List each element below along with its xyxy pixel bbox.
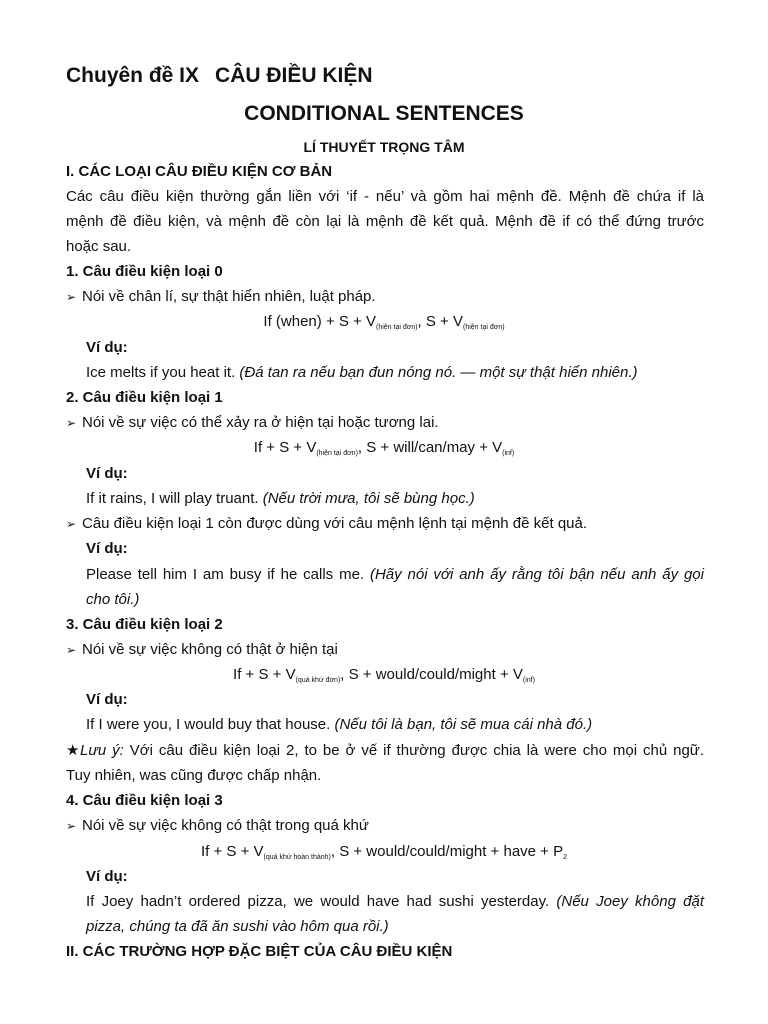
type0-example: Ice melts if you heat it. (Đá tan ra nếu bạn đun nóng nó. — một sự thật hiển nhiên.) (86, 364, 638, 381)
type3-example-line1: If Joey hadn’t ordered pizza, we would have had sushi yesterday. (Nếu Joey không đặt (86, 893, 705, 910)
type2-example-label: Ví dụ: (86, 691, 128, 708)
type1-heading: 2. Câu điều kiện loại 1 (66, 389, 223, 406)
type1-formula: $If + S + V_{(hiện tại đơn)}$, S + will/can/may + $V_{(inf)}$ (253, 439, 515, 457)
type2-example: If I were you, I would buy that house. (Nếu tôi là bạn, tôi sẽ mua cái nhà đó.) (86, 716, 593, 733)
type3-example-label: Ví dụ: (86, 868, 128, 885)
type0-heading: 1. Câu điều kiện loại 0 (66, 263, 223, 280)
chapter-title (66, 62, 704, 90)
section-label: LÍ THUYẾT TRỌNG TÂM (303, 139, 465, 155)
type0-formula: If (when) + $S + V_{(hiện tại đơn)}$, $S + V_{(hiện tại đơn)}$ (263, 313, 505, 331)
intro-line-2: mệnh đề điều kiện, và mệnh đề còn lại là mệnh đề kết quả. Mệnh đề if có thể đứng trước (66, 213, 704, 230)
type2-formula: $If + S + V_{(quá khứ đơn)}$, S + would/could/might + $V_{(inf)}$ (233, 666, 535, 684)
type3-example-line2: pizza, chúng ta đã ăn sushi vào hôm qua rồi.) (86, 918, 389, 935)
chapter-topic: CÂU ĐIỀU KIỆN (215, 64, 373, 87)
subtitle: CONDITIONAL SENTENCES (244, 102, 524, 125)
type0-example-label: Ví dụ: (86, 339, 128, 356)
section2-heading: II. CÁC TRƯỜNG HỢP ĐẶC BIỆT CỦA CÂU ĐIỀU KIỆN (66, 943, 453, 960)
type1-example: If it rains, I will play truant. (Nếu trời mưa, tôi sẽ bùng học.) (86, 490, 475, 507)
arrow-bullet-icon: ➢ (66, 643, 77, 657)
type0-bullet: ➢ Nói về chân lí, sự thật hiển nhiên, luật pháp. (66, 288, 376, 305)
star-icon: ★ (66, 742, 80, 759)
type2-heading: 3. Câu điều kiện loại 2 (66, 616, 223, 633)
section1-heading: I. CÁC LOẠI CÂU ĐIỀU KIỆN CƠ BẢN (66, 163, 333, 180)
type2-note-line1: ★Lưu ý: Với câu điều kiện loại 2, to be ở vế if thường được chia là were cho mọi chủ ngữ. (66, 742, 705, 759)
type1-bullet-2: ➢ Câu điều kiện loại 1 còn được dùng với câu mệnh lệnh tại mệnh đề kết quả. (66, 515, 588, 532)
type1-bullet: ➢ Nói về sự việc có thể xảy ra ở hiện tại hoặc tương lai. (66, 414, 439, 431)
type3-bullet: ➢ Nói về sự việc không có thật trong quá khứ (66, 817, 369, 834)
arrow-bullet-icon: ➢ (66, 819, 77, 833)
type2-note-line2: Tuy nhiên, was cũng được chấp nhận. (66, 767, 322, 784)
type1-example2-line1: Please tell him I am busy if he calls me. (Hãy nói với anh ấy rằng tôi bận nếu anh ấy gọi (86, 566, 704, 583)
type3-heading: 4. Câu điều kiện loại 3 (66, 792, 223, 809)
arrow-bullet-icon: ➢ (66, 416, 77, 430)
intro-line-1: Các câu điều kiện thường gắn liền với ‘if - nếu’ và gồm hai mệnh đề. Mệnh đề chứa if là (66, 188, 704, 205)
intro-line-3: hoặc sau. (66, 238, 132, 255)
type2-bullet: ➢ Nói về sự việc không có thật ở hiện tại (66, 641, 338, 658)
type3-formula: $If + S + V_{(quá khứ hoàn thành)}$, S + would/could/might + have + $P_2$ (200, 843, 568, 861)
type1-example2-label: Ví dụ: (86, 540, 128, 557)
arrow-bullet-icon: ➢ (66, 290, 77, 304)
chapter-number: Chuyên đề IX (66, 64, 200, 87)
type1-example-label: Ví dụ: (86, 465, 128, 482)
type1-example2-line2: cho tôi.) (86, 591, 140, 608)
arrow-bullet-icon: ➢ (66, 517, 77, 531)
